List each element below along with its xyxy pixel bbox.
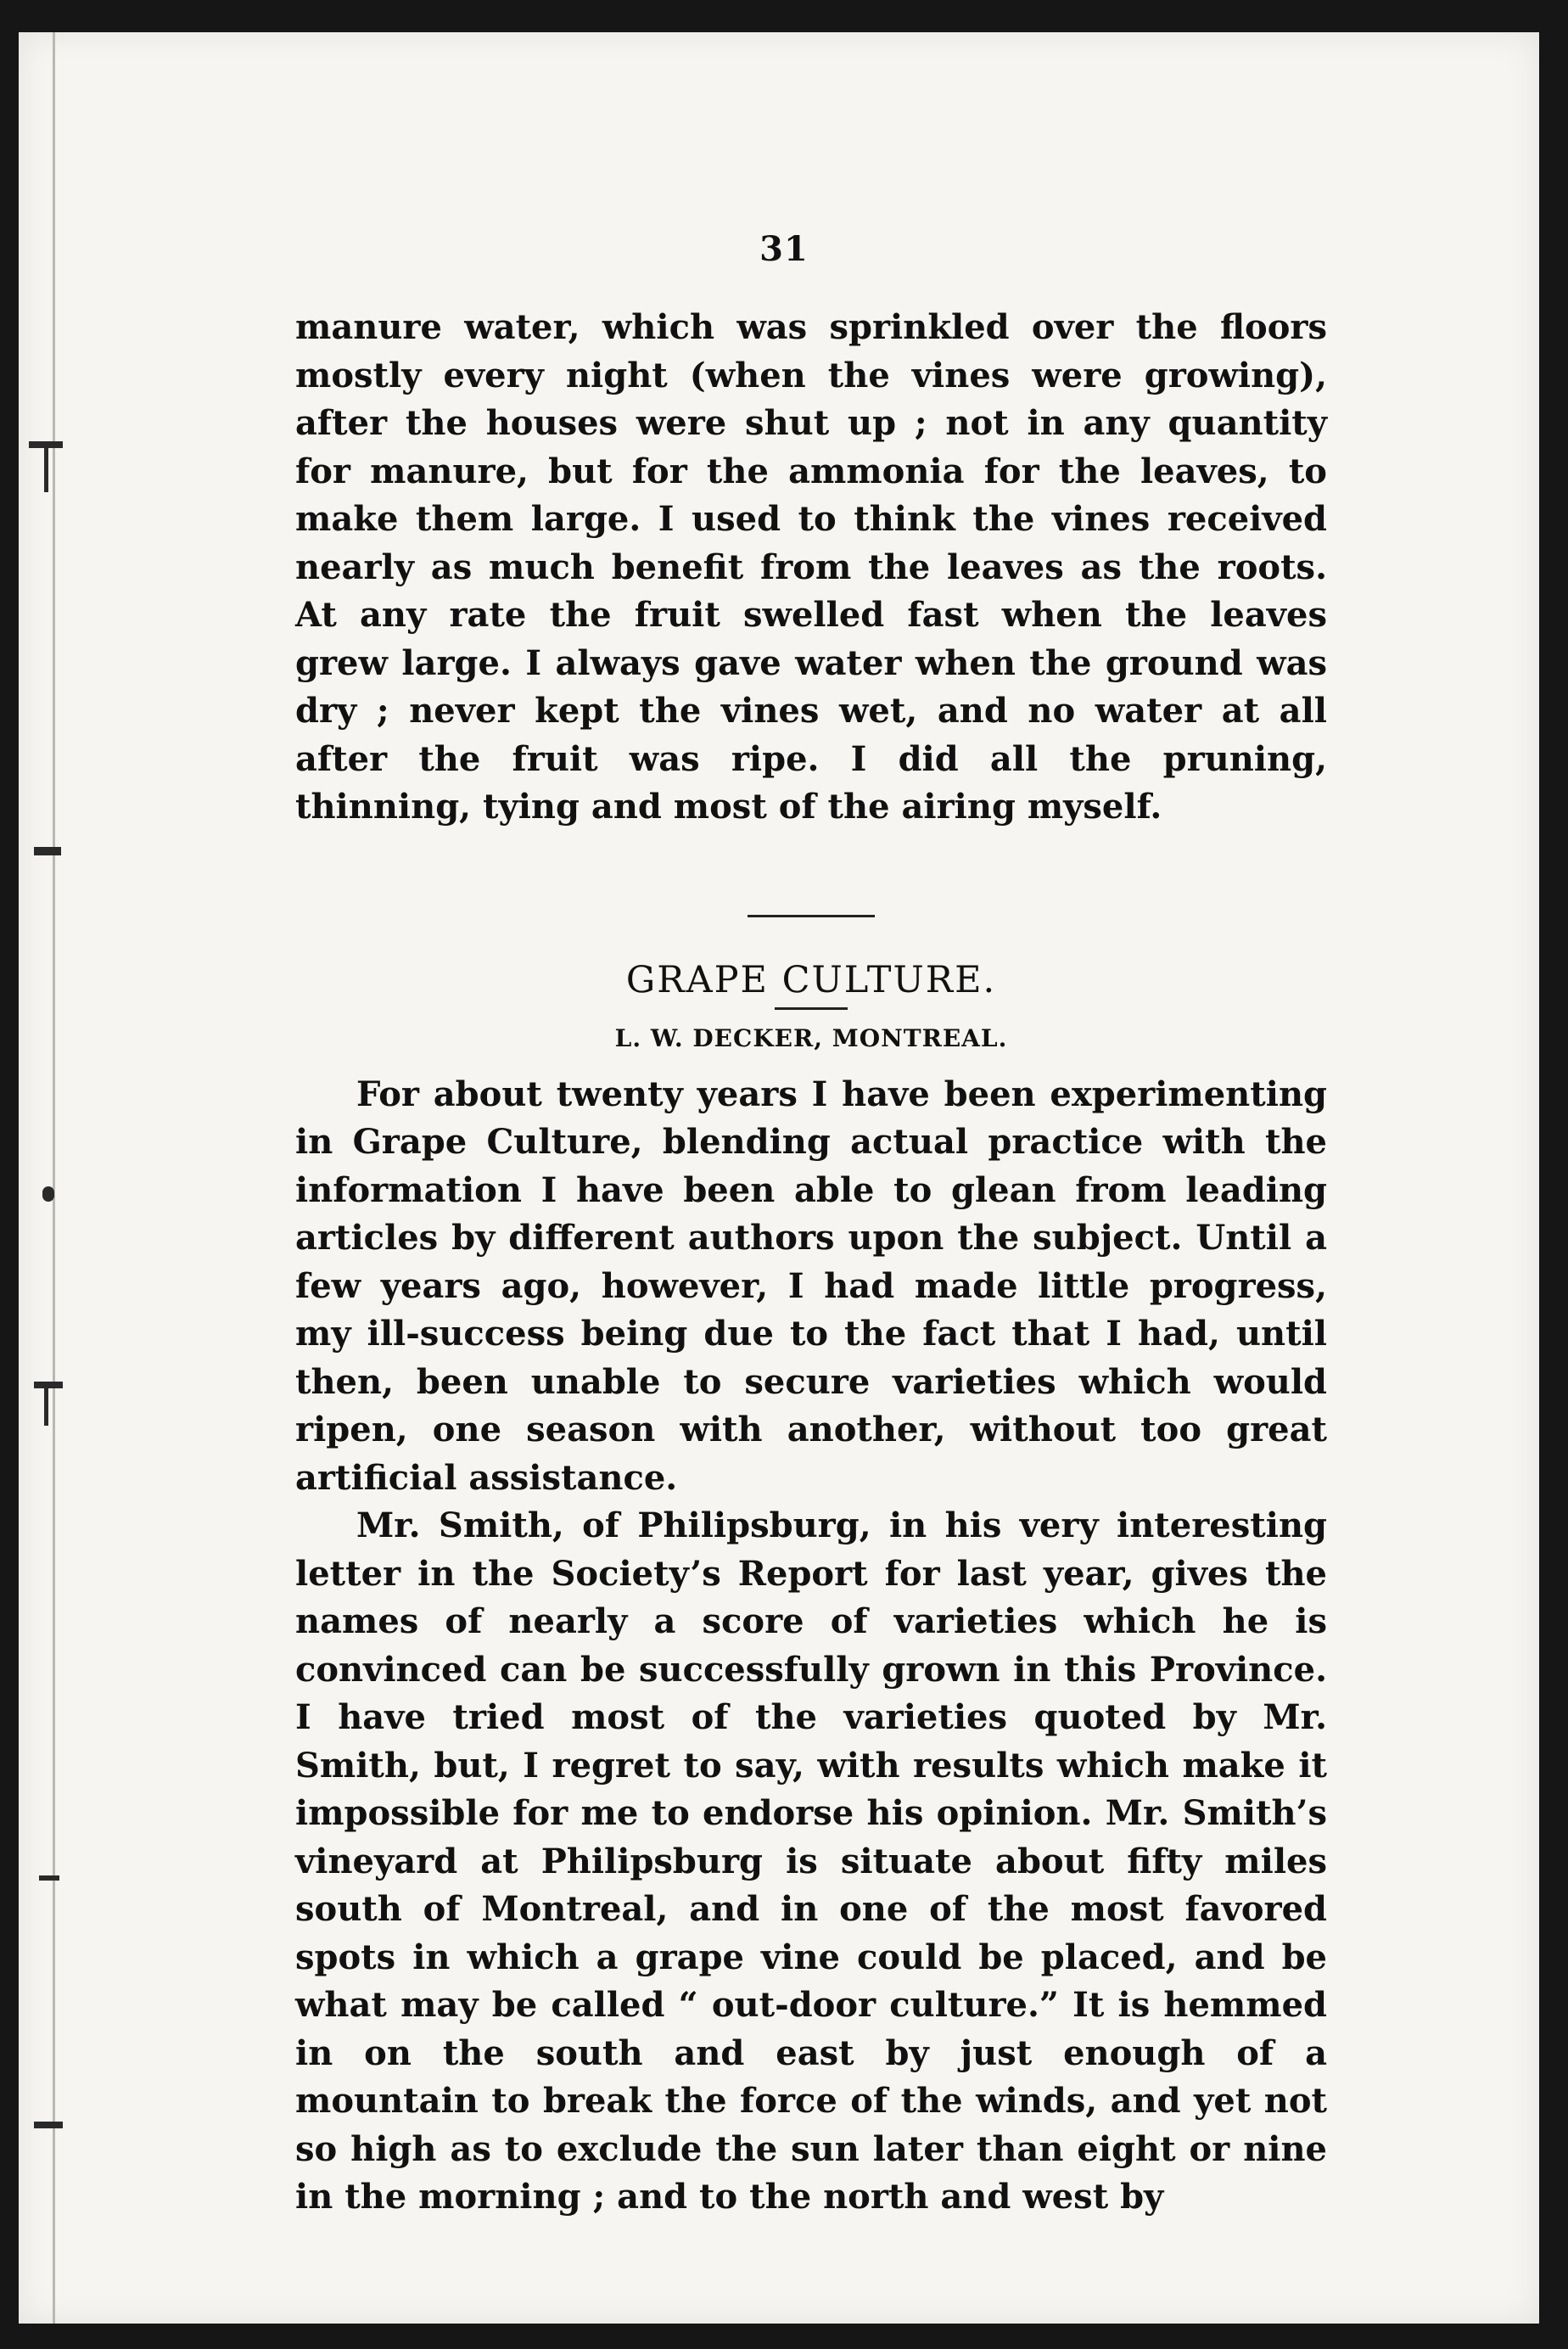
article-byline: L. W. DECKER, MONTREAL. xyxy=(614,1023,1008,1052)
continuation-paragraph: manure water, which was sprinkled over the floors mostly every night (when the vines were growing), after the houses were shut up ; not in any quantity for manure, but for the ammonia for the leaves, to make them large. I used to think the vines received nearly as much benefit from the leaves as the roots. At any rate the fruit swelled fast when the leaves grew large. I always gave water when the ground was dry ; never kept the vines wet, and no water at all after the fruit was ripe. I did all the pruning, thinning, tying and most of the airing myself. xyxy=(295,307,1327,827)
title-underline xyxy=(775,1007,848,1010)
margin-mark xyxy=(44,448,48,492)
margin-mark xyxy=(42,1186,54,1202)
article-paragraph: Mr. Smith, of Philipsburg, in his very interesting letter in the Society’s Report for last year, gives the names of nearly a score of varieties which he is convinced can be successfully grown in this Province. I have tried most of the varieties quoted by Mr. Smith, but, I regret to say, with results which make it impossible for me to endorse his opinion. Mr. Smith’s vineyard at Philipsburg is situate about fifty miles south of Montreal, and in one of the most favored spots in which a grape vine could be placed, and be what may be called “ out-door culture.” It is hemmed in on the south and east by just enough of a mountain to break the force of the winds, and yet not so high as to exclude the sun later than eight or nine in the morning ; and to the north and west by xyxy=(295,1505,1327,2217)
margin-mark xyxy=(39,1875,59,1881)
margin-mark xyxy=(34,1382,63,1388)
page-number: 31 xyxy=(759,229,809,269)
binding-edge xyxy=(53,32,55,2324)
margin-mark xyxy=(34,847,61,855)
text-column xyxy=(295,304,1327,2222)
article-title: GRAPE CULTURE. xyxy=(625,958,997,1001)
margin-mark xyxy=(34,2122,63,2128)
margin-mark xyxy=(29,441,63,448)
article-paragraph: For about twenty years I have been experimenting in Grape Culture, blending actual practice with the information I have been able to glean from leading articles by different authors upon the subject. Until a few years ago, however, I had made little progress, my ill-success being due to the fact that I had, until then, been unable to secure varieties which would ripen, one season with another, without too great artificial assistance. xyxy=(295,1074,1327,1498)
section-divider xyxy=(748,915,875,917)
margin-mark xyxy=(44,1388,48,1426)
